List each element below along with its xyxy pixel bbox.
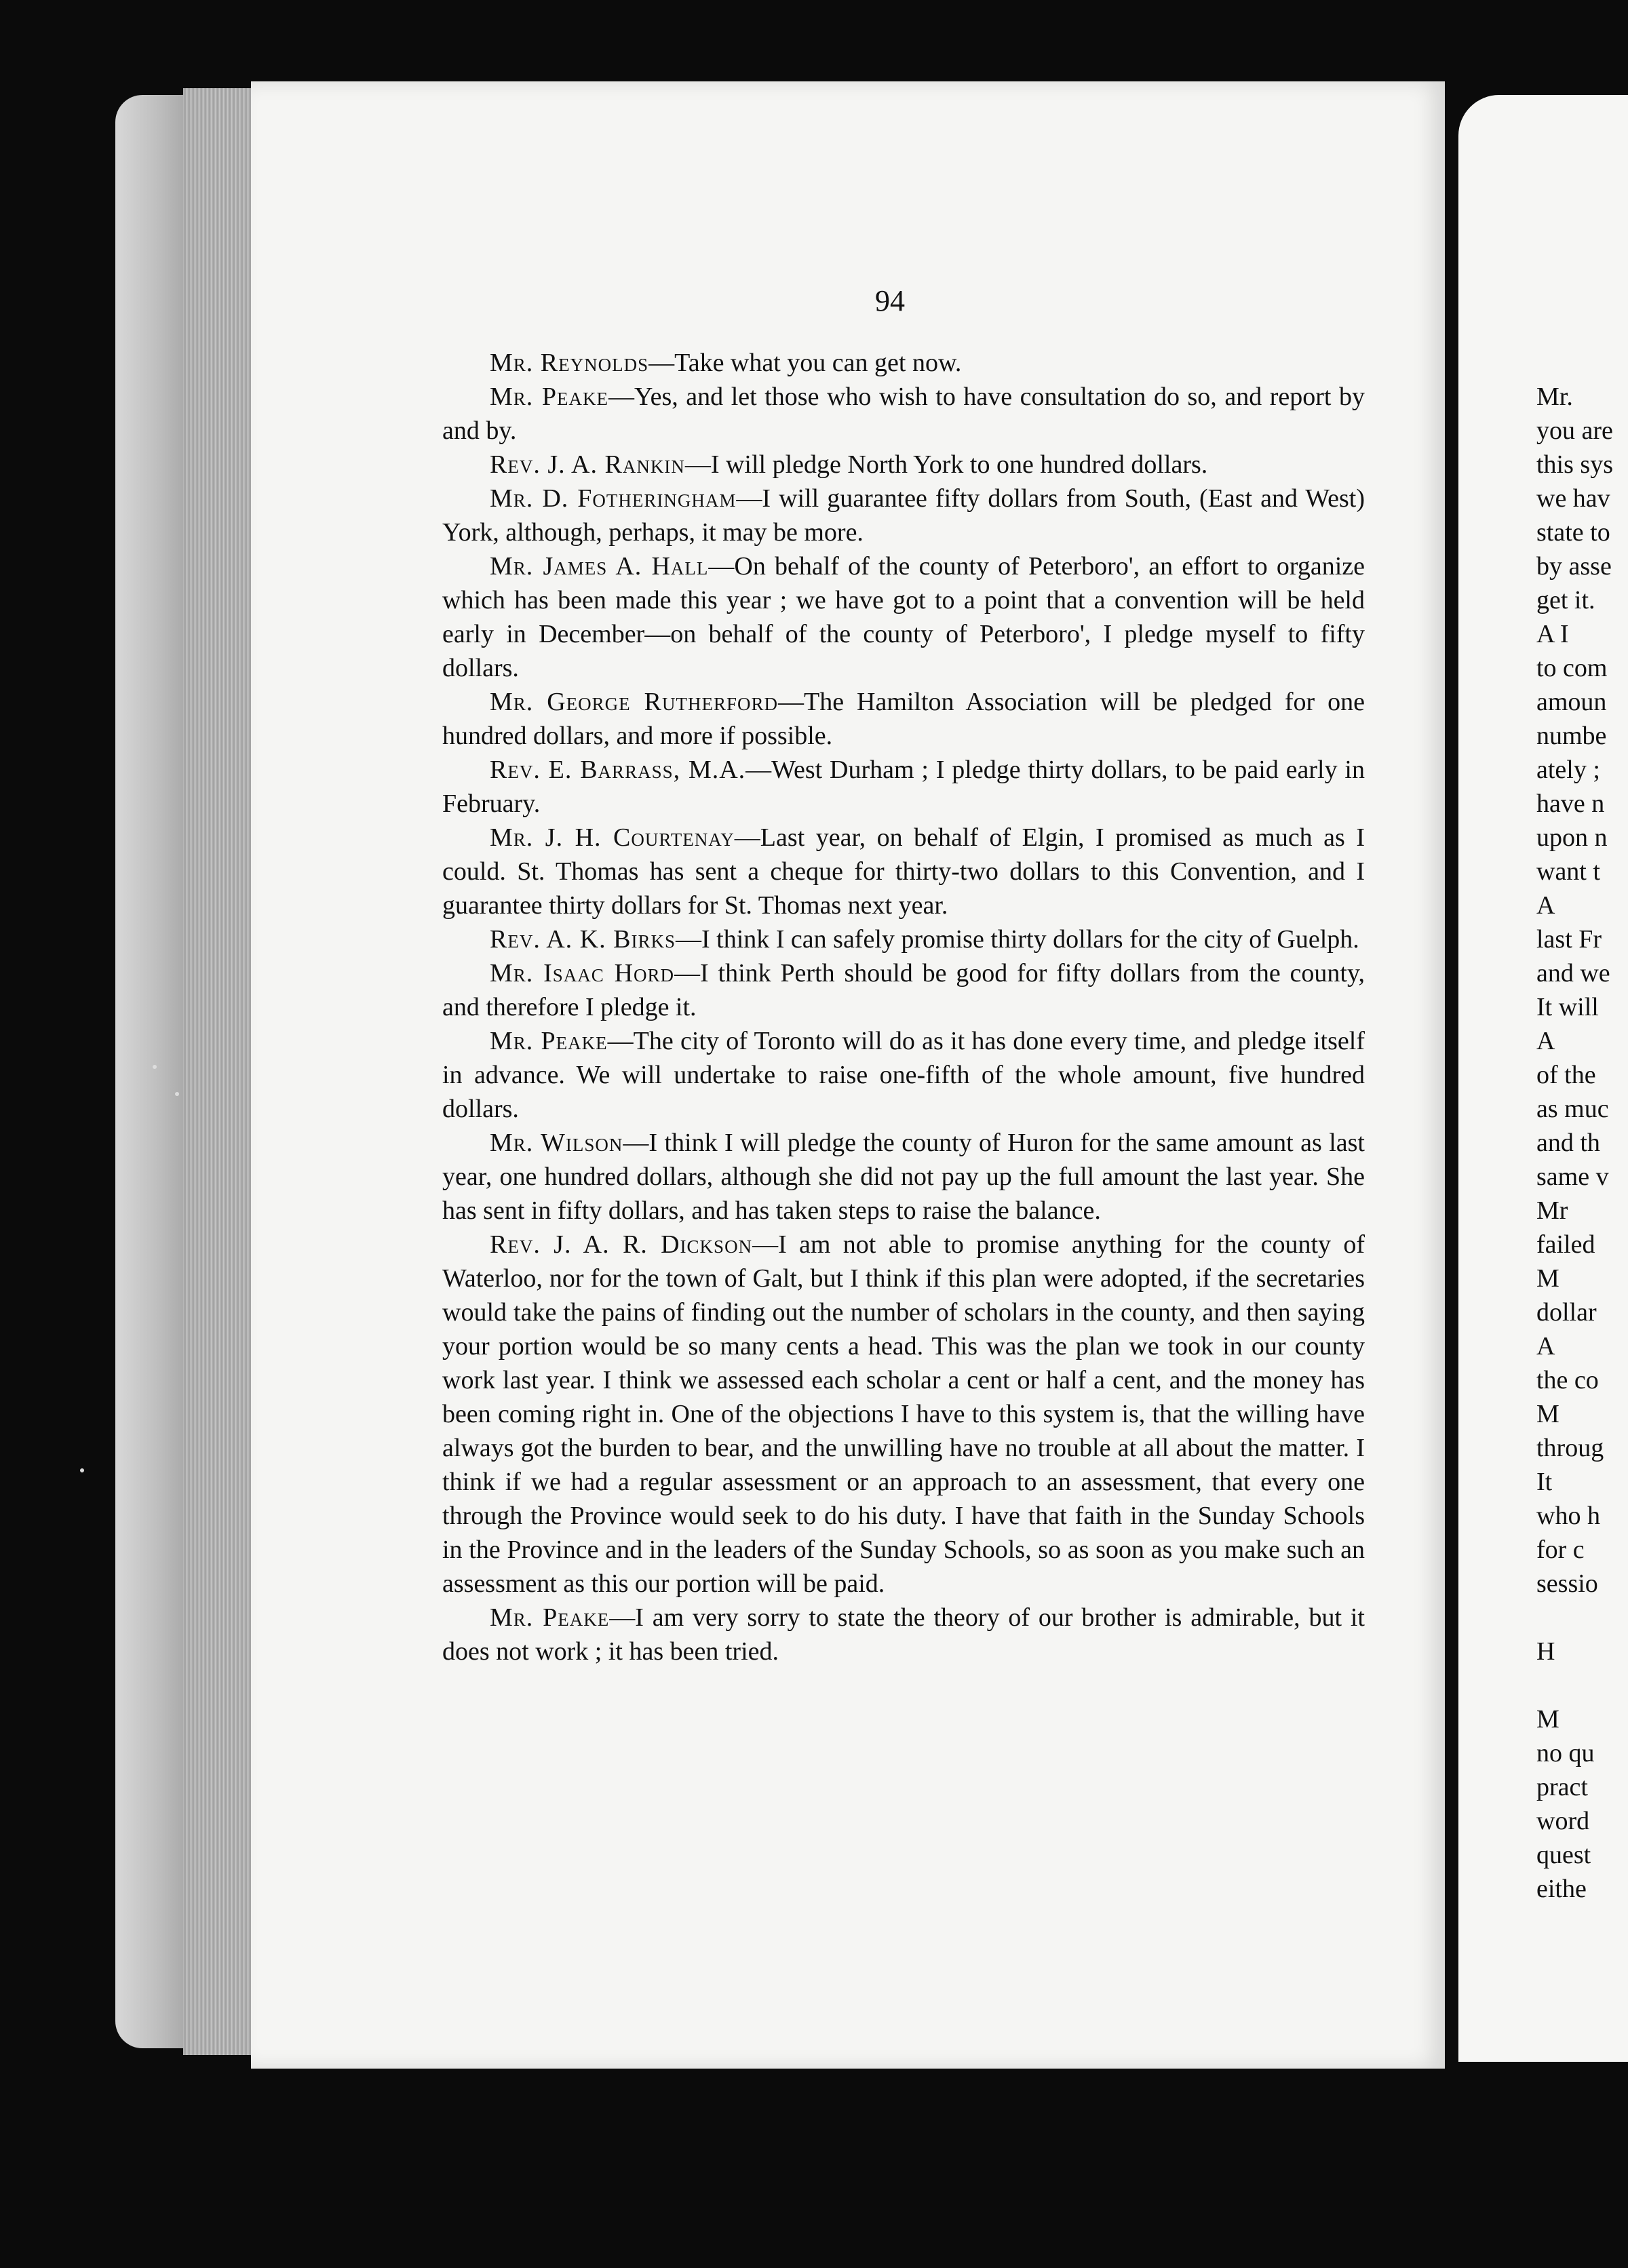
speaker-name: Mr. Reynolds [490, 349, 649, 377]
paragraph [442, 821, 1365, 922]
right-page-line [1536, 1668, 1628, 1702]
right-page-line: pract [1536, 1773, 1588, 1801]
right-page-text-fragments [1536, 380, 1628, 1906]
paragraph [442, 1228, 1365, 1601]
right-page-line [1536, 1601, 1628, 1635]
right-page-line: this sys [1536, 450, 1613, 479]
right-page-line: M [1536, 1264, 1559, 1293]
right-page-line: by asse [1536, 552, 1612, 581]
speech-text: —On behalf of the county of Peterboro', an effort to organize which has been made this year ; we have got to a point that a convention will be held early in December—on behalf of the county of Peterboro', I pledge myself to fifty dollars. [442, 552, 1365, 682]
speaker-name: Mr. J. H. Courtenay [490, 823, 735, 852]
right-page-line: we hav [1536, 484, 1610, 513]
speech-text: —I will pledge North York to one hundred dollars. [684, 450, 1208, 479]
right-page-line: failed [1536, 1230, 1595, 1259]
paragraph [442, 922, 1365, 956]
speaker-name: Rev. J. A. Rankin [490, 450, 685, 479]
speech-text: —Yes, and let those who wish to have consultation do so, and report by and by. [442, 383, 1365, 445]
right-page-line: A [1536, 1027, 1555, 1055]
speaker-name: Mr. Peake [490, 1603, 610, 1632]
paragraph [442, 1601, 1365, 1668]
speech-text: —I am not able to promise anything for the county of Waterloo, nor for the town of Galt, but I think if this plan were adopted, if the secretaries would take the pains of finding out the number of scholars in the county, and then saying your portion would be so many cents a head. This was the plan we took in our county work last year. I think we assessed each scholar a cent or half a cent, and the money has been coming right in. One of the objections I have to this system is, that the willing have always got the burden to bear, and the unwilling have no trouble at all about the matter. I think if we had a regular assessment or an approach to an assessment, that every one through the Province would seek to do his duty. I have that faith in the Sunday Schools in the Province and in the leaders of the Sunday Schools, so as soon as you make such an assessment as this our portion will be paid. [442, 1230, 1365, 1598]
right-page-line: and we [1536, 959, 1610, 988]
paragraph [442, 956, 1365, 1024]
right-page-line: Mr. [1536, 383, 1573, 411]
right-page-line: want t [1536, 857, 1600, 886]
speech-text: —West Durham ; I pledge thirty dollars, to be paid early in February. [442, 756, 1365, 818]
speaker-name: Mr. George Rutherford [490, 688, 778, 716]
page-edges [183, 88, 251, 2055]
gutter-speck [80, 1468, 84, 1472]
paragraph [442, 549, 1365, 685]
speaker-name: Mr. James A. Hall [490, 552, 709, 581]
right-page-line: A [1536, 1332, 1555, 1361]
right-page-line: It will [1536, 993, 1599, 1021]
paragraph [442, 753, 1365, 821]
speech-text: —Last year, on behalf of Elgin, I promised as much as I could. St. Thomas has sent a cheque for thirty-two dollars to this Convention, and I guarantee thirty dollars for St. Thomas next year. [442, 823, 1365, 920]
right-page-line: A I [1536, 620, 1569, 648]
speech-text: —I will guarantee fifty dollars from South, (East and West) York, although, perhaps, it may be more. [442, 484, 1365, 547]
right-page-line: ately ; [1536, 756, 1600, 784]
right-page-line: Mr [1536, 1196, 1568, 1225]
right-page-line: word [1536, 1807, 1590, 1835]
right-page-line: no qu [1536, 1739, 1595, 1767]
right-page-line: have n [1536, 789, 1605, 818]
speaker-name: Mr. D. Fotheringham [490, 484, 737, 513]
right-page-line: same v [1536, 1162, 1609, 1191]
right-page-line: M [1536, 1400, 1559, 1428]
right-page-line: upon n [1536, 823, 1608, 852]
paragraph [442, 1024, 1365, 1126]
right-page-line: amoun [1536, 688, 1607, 716]
right-page-line: get it. [1536, 586, 1595, 614]
gutter-speck [175, 1092, 179, 1096]
right-page-line: last Fr [1536, 925, 1602, 954]
speech-text: —I am very sorry to state the theory of our brother is admirable, but it does not work ; it has been tried. [442, 1603, 1365, 1666]
speaker-name: Mr. Wilson [490, 1129, 623, 1157]
paragraph [442, 346, 1365, 380]
right-page-line: M [1536, 1705, 1559, 1734]
paragraph [442, 1126, 1365, 1228]
paragraph [442, 685, 1365, 753]
right-page-line: and th [1536, 1129, 1600, 1157]
right-page-line: quest [1536, 1841, 1591, 1869]
speaker-name: Mr. Isaac Hord [490, 959, 675, 988]
right-page-line: It [1536, 1468, 1553, 1496]
speech-text: —I think I will pledge the county of Huron for the same amount as last year, one hundred dollars, although she did not pay up the full amount the last year. She has sent in fifty dollars, and has taken steps to raise the balance. [442, 1129, 1365, 1225]
paragraph [442, 482, 1365, 549]
speaker-name: Mr. Peake [490, 1027, 608, 1055]
right-page-line: as muc [1536, 1095, 1609, 1123]
right-page-line: A [1536, 891, 1555, 920]
right-page-line: to com [1536, 654, 1608, 682]
paragraph [442, 448, 1365, 482]
right-page-line: throug [1536, 1434, 1604, 1462]
right-page-line: H [1536, 1637, 1555, 1666]
right-page-line: state to [1536, 518, 1610, 547]
speaker-name: Mr. Peake [490, 383, 608, 411]
paragraph [442, 380, 1365, 448]
right-page-line: numbe [1536, 722, 1607, 750]
speech-text: —I think I can safely promise thirty dollars for the city of Guelph. [676, 925, 1359, 954]
page-body-text [442, 346, 1365, 1668]
right-page-line: sessio [1536, 1569, 1598, 1598]
page-number: 94 [875, 284, 905, 317]
right-page-line: the co [1536, 1366, 1599, 1394]
right-page-line: of the [1536, 1061, 1596, 1089]
speech-text: —Take what you can get now. [648, 349, 962, 377]
speech-text: —The Hamilton Association will be pledged for one hundred dollars, and more if possible. [442, 688, 1365, 750]
speech-text: —I think Perth should be good for fifty dollars from the county, and therefore I pledge it. [442, 959, 1365, 1021]
speaker-name: Rev. J. A. R. Dickson [490, 1230, 753, 1259]
right-page-line: you are [1536, 416, 1613, 445]
right-page-line: dollar [1536, 1298, 1597, 1327]
right-page-line: eithe [1536, 1875, 1587, 1903]
speaker-name: Rev. A. K. Birks [490, 925, 676, 954]
right-page-line: for c [1536, 1536, 1585, 1564]
speech-text: —The city of Toronto will do as it has done every time, and pledge itself in advance. We will undertake to raise one-fifth of the whole amount, five hundred dollars. [442, 1027, 1365, 1123]
gutter-speck [153, 1065, 157, 1069]
speaker-name: Rev. E. Barrass, M.A. [490, 756, 746, 784]
right-page-line: who h [1536, 1502, 1600, 1530]
